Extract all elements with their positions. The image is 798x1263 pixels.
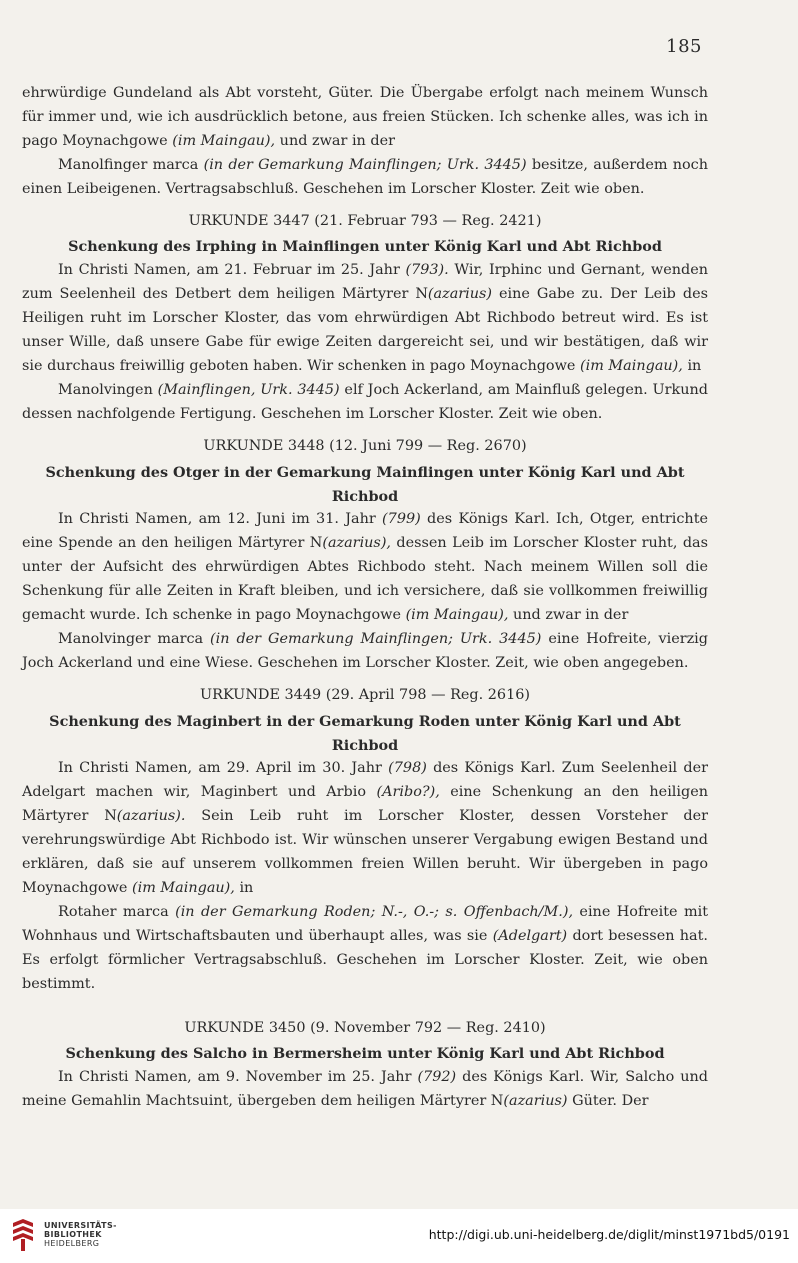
paragraph	[22, 82, 708, 154]
italic-text: (im Maingau),	[580, 357, 683, 374]
document-subheading-3450: Schenkung des Salcho in Bermersheim unter König Karl und Abt Richbod	[65, 1045, 665, 1063]
italic-text: (im Maingau),	[172, 132, 276, 149]
paragraph	[22, 901, 708, 997]
library-name-line: UNIVERSITÄTS-	[44, 1221, 117, 1230]
italic-text: (azarius),	[322, 535, 392, 552]
paragraph	[22, 154, 708, 202]
document-subheading-3447: Schenkung des Irphing in Mainflingen unter König Karl und Abt Richbod	[68, 238, 662, 256]
footer-bar	[0, 1209, 798, 1263]
text: In Christi Namen, am 12. Juni im 31. Jahr	[58, 511, 383, 528]
text: Wir, Irphinc und Gernant, wenden zum Seelenheil des Detbert dem heiligen Märtyrer N	[22, 262, 708, 303]
italic-text: (792)	[417, 1069, 457, 1086]
italic-text: (in der Gemarkung Mainflingen; Urk. 3445)	[210, 630, 542, 647]
text: besitze, außerdem noch einen Leibeigenen. Vertragsabschluß. Geschehen im Lorscher Kloster. Zeit wie oben.	[22, 156, 709, 197]
text: Manolvinger marca	[58, 630, 211, 647]
text: Rotaher marca	[58, 903, 176, 920]
text: eine Schenkung an den heiligen Märtyrer N	[22, 784, 708, 825]
italic-text: (in der Gemarkung Mainflingen; Urk. 3445)	[203, 156, 527, 173]
italic-text: (793).	[405, 262, 449, 279]
text: Manolvingen	[58, 381, 158, 398]
text: Güter. Der	[567, 1093, 649, 1110]
document-subheading-3448: Schenkung des Otger in der Gemarkung Mainflingen unter König Karl und Abt Richbod	[45, 463, 685, 505]
text: in	[682, 357, 702, 374]
library-name-line: HEIDELBERG	[44, 1239, 100, 1248]
italic-text: (Aribo?),	[376, 784, 440, 801]
text: Manolfinger marca	[58, 156, 204, 173]
italic-text: (Adelgart)	[492, 927, 568, 944]
paragraph	[22, 628, 708, 676]
library-name	[44, 1221, 117, 1248]
document-heading-3448: URKUNDE 3448 (12. Juni 799 — Reg. 2670)	[203, 437, 527, 454]
italic-text: (azarius)	[503, 1093, 568, 1110]
text: In Christi Namen, am 9. November im 25. Jahr	[58, 1069, 418, 1086]
paragraph	[22, 508, 708, 628]
italic-text: (798)	[388, 760, 427, 777]
text: In Christi Namen, am 21. Februar im 25. Jahr	[58, 262, 406, 279]
text: des Königs Karl. Ich, Otger, entrichte eine Spende an den heiligen Märtyrer N	[22, 511, 709, 552]
university-library-logo-icon	[10, 1217, 36, 1253]
paragraph	[22, 259, 708, 379]
text: In Christi Namen, am 29. April im 30. Jahr	[58, 760, 389, 777]
document-subheading-3449: Schenkung des Maginbert in der Gemarkung Roden unter König Karl und Abt Richbod	[49, 712, 681, 754]
document-heading-3450: URKUNDE 3450 (9. November 792 — Reg. 2410)	[184, 1019, 546, 1036]
paragraph	[22, 379, 708, 427]
text: eine Hofreite mit Wohnhaus und Wirtschaftsbauten und überhaupt alles, was sie	[22, 903, 709, 944]
document-heading-3447: URKUNDE 3447 (21. Februar 793 — Reg. 2421)	[188, 212, 542, 229]
italic-text: (Mainflingen, Urk. 3445)	[157, 381, 340, 398]
italic-text: (in der Gemarkung Roden; N.-, O.-; s. Offenbach/M.),	[175, 903, 574, 920]
source-url-link[interactable]: http://digi.ub.uni-heidelberg.de/diglit/minst1971bd5/0191	[428, 1227, 790, 1242]
text: Sein Leib ruht im Lorscher Kloster, dessen Vorsteher der verehrungswürdige Abt Richbodo ist. Wir wünschen unserer Vergabung ewigen Bestand und erklären, daß sie auf unserem vollkommen freien Willen beruht. Wir übergeben in pago Moynachgowe	[22, 808, 708, 896]
text: eine Hofreite, vierzig Joch Ackerland und eine Wiese. Geschehen im Lorscher Kloster. Zeit, wie oben angegeben.	[22, 630, 708, 671]
italic-text: (im Maingau),	[132, 880, 235, 896]
text: des Königs Karl. Zum Seelenheil der Adelgart machen wir, Maginbert und Arbio	[22, 760, 708, 801]
paragraph	[22, 1066, 708, 1114]
text: dessen Leib im Lorscher Kloster ruht, das unter der Aufsicht des ehrwürdigen Abtes Richbodo steht. Nach meinem Willen soll die Schenkung für alle Zeiten in Kraft bleiben, und ich versichere, daß sie vollkommen freiwillig gemacht wurde. Ich schenke in pago Moynachgowe	[22, 535, 708, 624]
text: eine Gabe zu. Der Leib des Heiligen ruht im Lorscher Kloster, das vom ehrwürdigen Abt Richbodo betreut wird. Es ist unser Wille, daß unsere Gabe für ewige Zeiten dargereicht sei, und wir bestätigen, daß wir sie durchaus freiwillig geboten haben. Wir schenken in pago Moynachgowe	[22, 286, 708, 374]
text: und zwar in der	[275, 132, 395, 149]
text: des Königs Karl. Wir, Salcho und meine Gemahlin Machtsuint, übergeben dem heiligen Märtyrer N	[22, 1069, 708, 1110]
document-heading-3449: URKUNDE 3449 (29. April 798 — Reg. 2616)	[199, 686, 531, 703]
italic-text: (azarius).	[116, 808, 186, 825]
text: ehrwürdige Gundeland als Abt vorsteht, Güter. Die Übergabe erfolgt nach meinem Wunsch für immer und, wie ich ausdrücklich betone, aus freien Stücken. Ich schenke alles, was ich in pago Moynachgowe	[22, 85, 708, 149]
italic-text: (799)	[382, 511, 421, 528]
paragraph	[22, 757, 708, 900]
text: und zwar in der	[508, 607, 629, 624]
document-body	[22, 82, 708, 1114]
page-number: 185	[666, 36, 702, 57]
library-name-line: BIBLIOTHEK	[44, 1230, 102, 1239]
text: elf Joch Ackerland, am Mainfluß gelegen. Urkund dessen nachfolgende Fertigung. Geschehen im Lorscher Kloster. Zeit wie oben.	[22, 381, 709, 422]
italic-text: (azarius)	[427, 286, 493, 303]
text: in	[234, 880, 254, 896]
text: dort besessen hat. Es erfolgt förmlicher Vertragsabschluß. Geschehen im Lorscher Kloster. Zeit, wie oben bestimmt.	[22, 927, 708, 992]
italic-text: (im Maingau),	[405, 607, 509, 624]
